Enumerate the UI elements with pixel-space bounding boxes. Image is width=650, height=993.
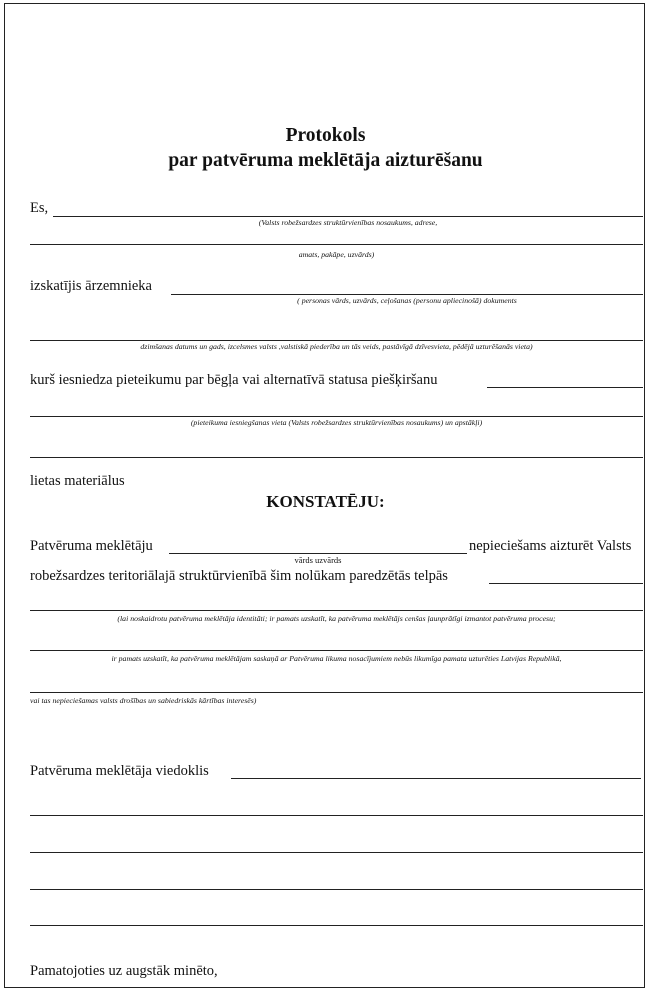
foreigner-label: izskatījis ārzemnieka: [30, 278, 152, 294]
premises-label: robežsardzes teritoriālajā struktūrvienībā šim nolūkam paredzētās telpās: [30, 568, 448, 584]
reason-field-1[interactable]: [30, 610, 643, 611]
opinion-line-4[interactable]: [30, 925, 643, 926]
submission-place-field[interactable]: [30, 416, 643, 417]
document-page: [4, 3, 645, 988]
submission-circumstances-field[interactable]: [30, 457, 643, 458]
konstateju-heading: KONSTATĒJU:: [266, 492, 385, 511]
submitted-label: kurš iesniedza pieteikumu par bēgļa vai alternatīvā statusa piešķiršanu: [30, 372, 438, 388]
detain-label: nepieciešams aizturēt Valsts: [469, 538, 632, 554]
document-title-line-1: Protokols: [285, 125, 366, 146]
border-unit-field[interactable]: [53, 216, 643, 217]
opinion-label: Patvēruma meklētāja viedoklis: [30, 763, 209, 779]
seeker-label: Patvēruma meklētāju: [30, 538, 153, 554]
hint-person: ( personas vārds, uzvārds, ceļošanas (personu apliecinošā) dokuments: [297, 296, 517, 305]
document-title-line-2: par patvēruma meklētāja aizturēšanu: [168, 150, 483, 171]
hint-position: amats, pakāpe, uzvārds): [298, 250, 375, 259]
case-materials-label: lietas materiālus: [30, 473, 125, 489]
hint-submission: (pieteikuma iesniegšanas vieta (Valsts robežsardzes struktūrvienības nosaukums) un apstākļi): [190, 418, 483, 427]
birth-details-field[interactable]: [30, 340, 643, 341]
hint-birth: dzimšanas datums un gads, izcelsmes valsts ,valstiskā piederība un tās veids, pastāvīgā dzīvesvieta, pēdējā uzturēšanās vieta): [140, 342, 533, 351]
opinion-line-1[interactable]: [30, 815, 643, 816]
reason-1: (lai noskaidrotu patvēruma meklētāja identitāti; ir pamats uzskatīt, ka patvēruma meklētājs cenšas ļaunprātīgi izmantot patvēruma procesu;: [117, 614, 556, 623]
position-field[interactable]: [30, 244, 643, 245]
foreigner-field[interactable]: [171, 294, 643, 295]
reason-2: ir pamats uzskatīt, ka patvēruma meklētājam saskaņā ar Patvēruma likuma nosacījumiem nebūs likumīga pamata uzturēties Latvijas Republikā,: [111, 654, 562, 663]
seeker-name-field[interactable]: [169, 553, 467, 554]
reason-3: vai tas nepieciešamas valsts drošības un sabiedriskās kārtības interesēs): [30, 696, 257, 705]
opinion-field[interactable]: [231, 778, 641, 779]
reason-field-3[interactable]: [30, 692, 643, 693]
premises-field[interactable]: [489, 583, 643, 584]
hint-border-unit: (Valsts robežsardzes struktūrvienības nosaukums, adrese,: [258, 218, 438, 227]
reason-field-2[interactable]: [30, 650, 643, 651]
hint-name: vārds uzvārds: [294, 555, 342, 565]
opinion-line-2[interactable]: [30, 852, 643, 853]
es-label: Es,: [30, 200, 49, 216]
opinion-line-3[interactable]: [30, 889, 643, 890]
submission-date-field[interactable]: [487, 387, 643, 388]
conclusion-text: Pamatojoties uz augstāk minēto,: [30, 963, 218, 979]
